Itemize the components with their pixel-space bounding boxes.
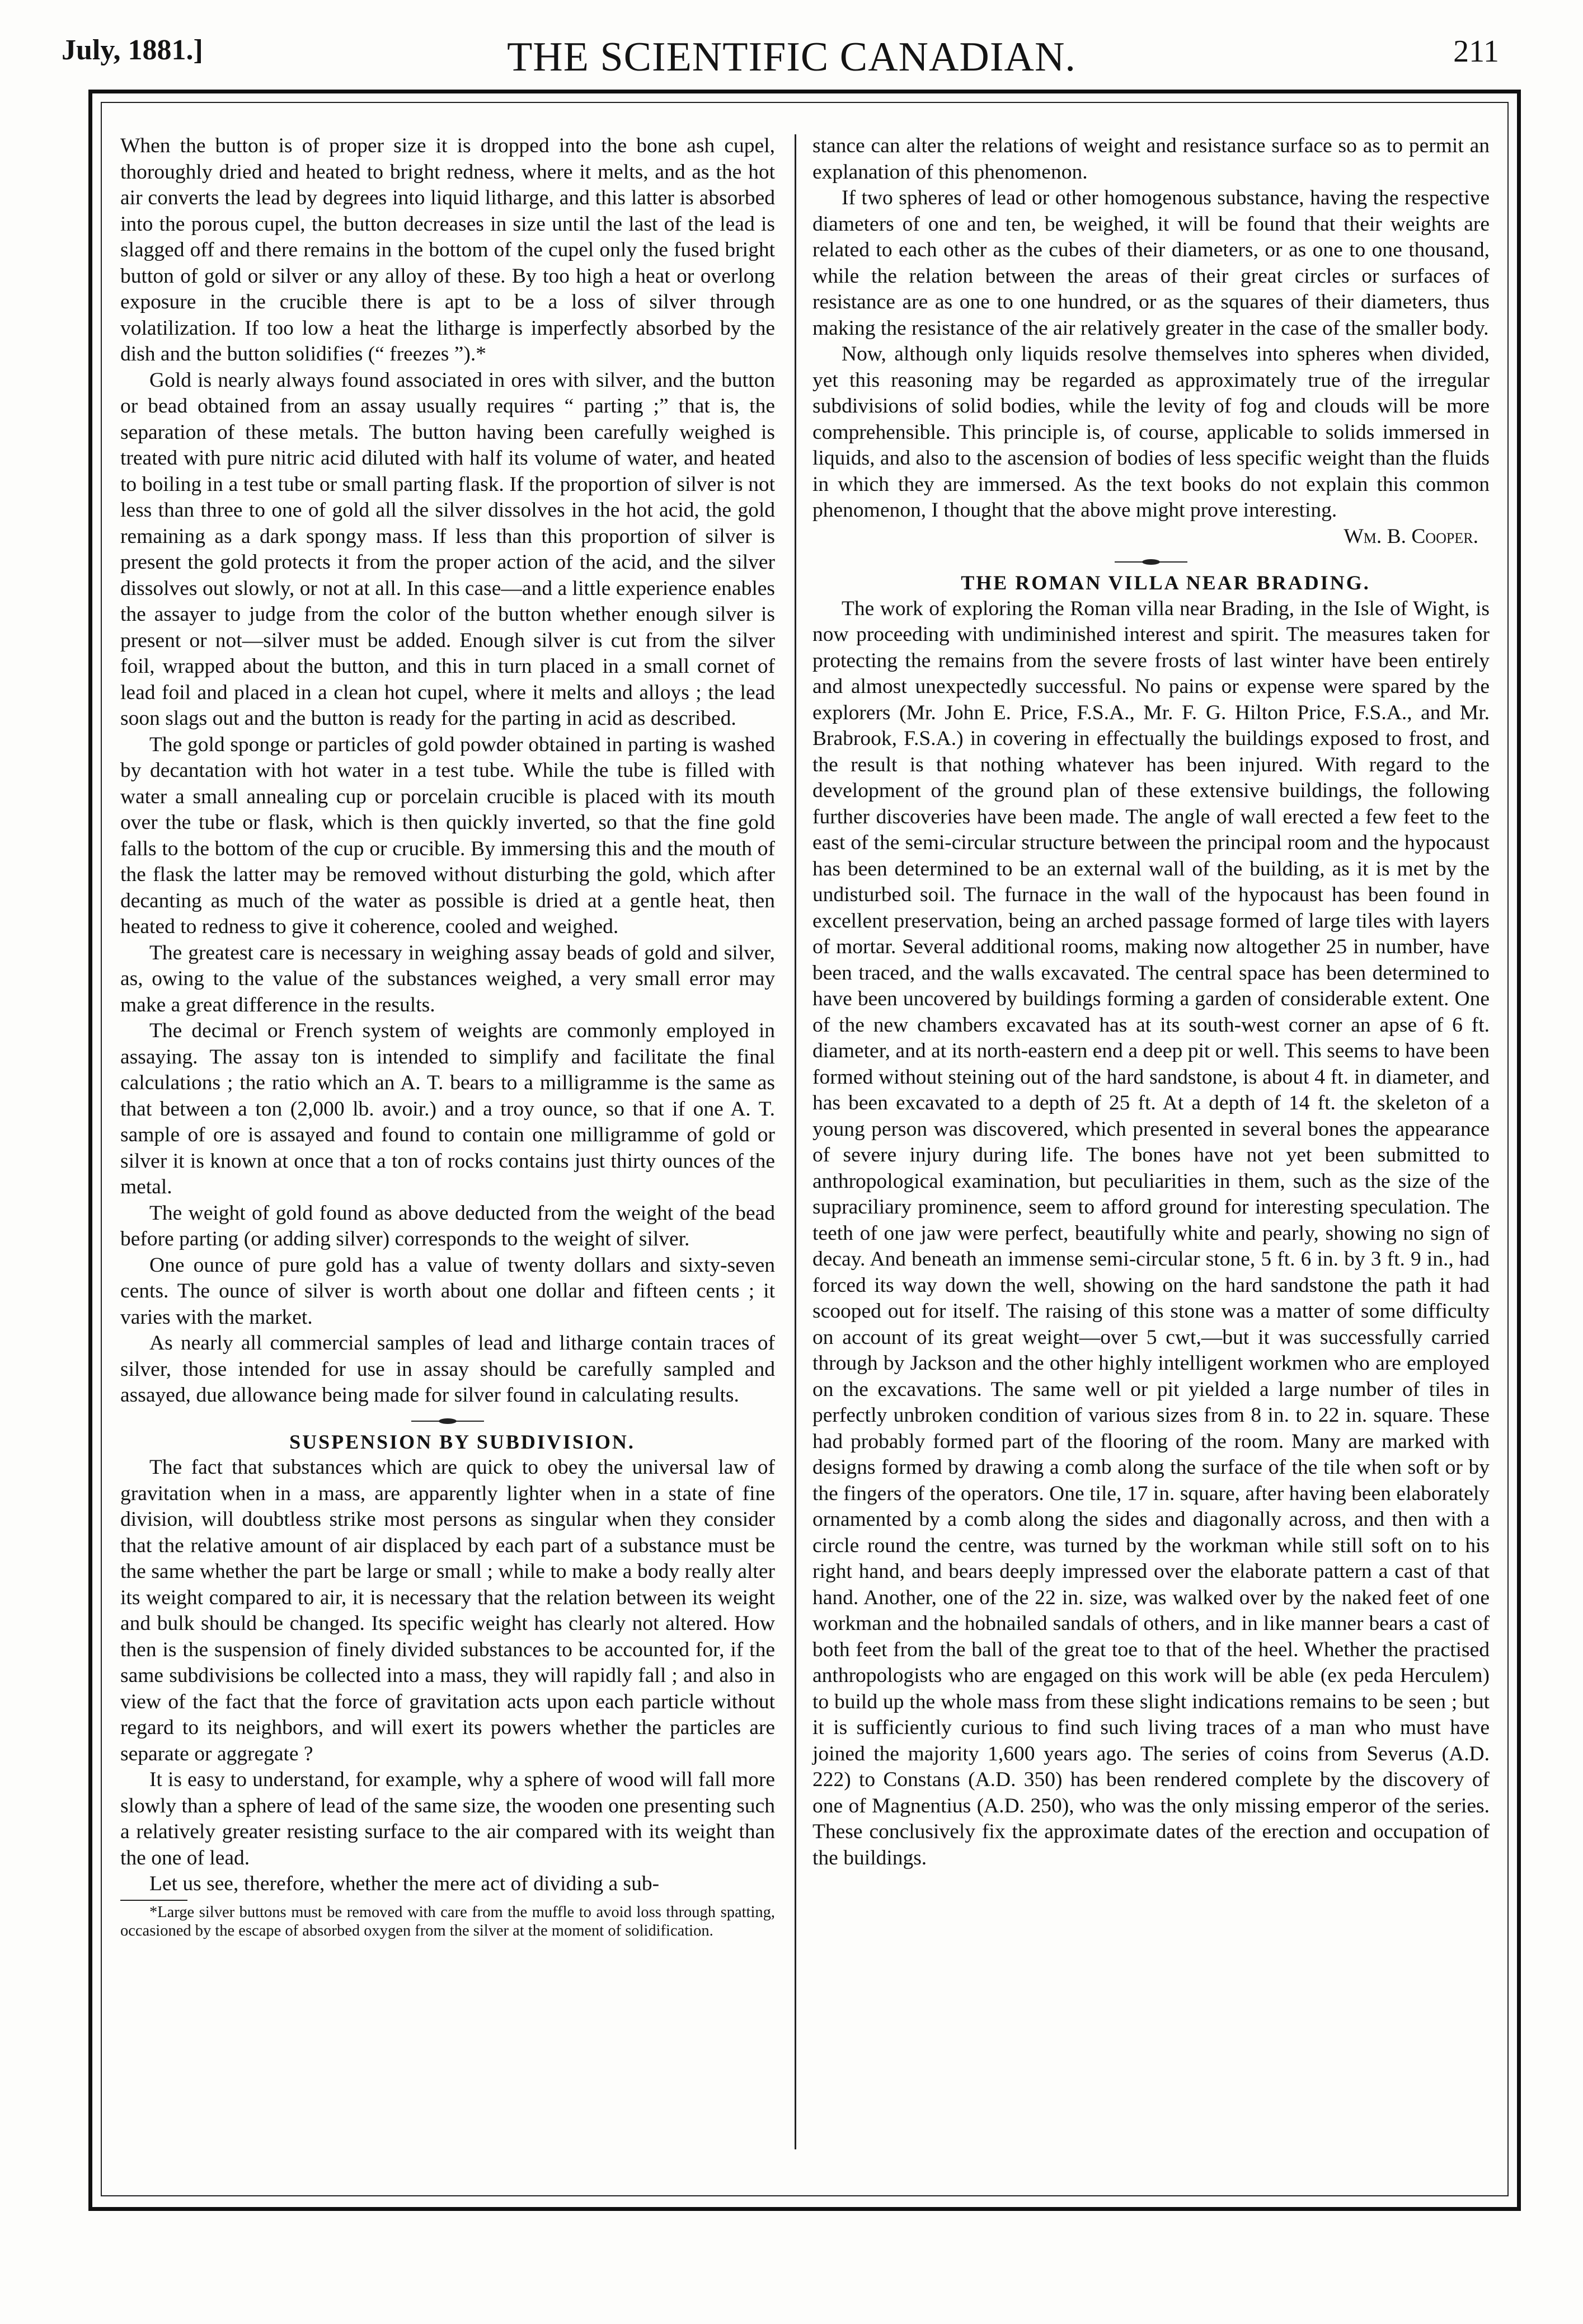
section-heading: SUSPENSION BY SUBDIVISION. (289, 1430, 635, 1453)
page-number: 211 (1453, 34, 1499, 69)
article-paragraph: When the button is of proper size it is dropped into the bone ash cupel, thoroughly dried and heated to bright redness, where it melts, and as the hot air converts the lead by degrees into liquid litharge, and this latter is absorbed into the porous cupel, the button decreases in size until the last of the lead is slagged off and there remains in the bottom of the cupel only the fused bright button of gold or silver or any alloy of these. By too high a heat or overlong exposure in the crucible there is apt to be a loss of silver through volatilization. If too low a heat the litharge is imperfectly absorbed by the dish and the button solidifies (“ freezes ”).* (120, 134, 775, 366)
article-paragraph: Now, although only liquids resolve themselves into spheres when divided, yet this reasoning may be regarded as approximately true of the irregular subdivisions of solid bodies, while the levity of fog and clouds will be more comprehensible. This principle is, of course, applicable to solids immersed in liquids, and also to the ascension of bodies of less specific weight than the fluids in which they are immersed. As the text books do not explain this common phenomenon, I thought that the above might prove interesting. (812, 343, 1490, 522)
article-paragraph: As nearly all commercial samples of lead and litharge contain traces of silver, those intended for use in assay should be carefully sampled and assayed, due allowance being made for silver found in calculating results. (120, 1332, 775, 1407)
right-column (812, 133, 1490, 1871)
article-paragraph: The weight of gold found as above deducted from the weight of the bead before parting (or adding silver) corresponds to the weight of silver. (120, 1201, 775, 1250)
article-paragraph: The gold sponge or particles of gold powder obtained in parting is washed by decantation with hot water in a test tube. While the tube is filled with water a small annealing cup or porcelain crucible is placed with its mouth over the tube or flask, which is then quickly inverted, so that the fine gold falls to the bottom of the cup or crucible. By immersing this and the mouth of the flask the latter may be removed without disturbing the gold, which after decanting as much of the water as possible is dried at a gentle heat, then heated to redness to give it coherence, cooled and weighed. (120, 733, 775, 938)
issue-date: July, 1881.] (62, 34, 203, 66)
article-paragraph: It is easy to understand, for example, why a sphere of wood will fall more slowly than a sphere of lead of the same size, the wooden one presenting such a relatively greater resisting surface to the air compared with its weight than the one of lead. (120, 1768, 775, 1869)
article-paragraph: If two spheres of lead or other homogenous substance, having the respective diameters of one and ten, be weighed, it will be found that their weights are related to each other as the cubes of their diameters, or as one to one thousand, while the relation between the areas of their great circles or surfaces of resistance are as one to one hundred, or as the squares of their diameters, thus making the resistance of the air relatively greater in the case of the smaller body. (812, 186, 1490, 340)
footnote-rule (120, 1900, 187, 1901)
article-paragraph: Let us see, therefore, whether the mere act of dividing a sub- (149, 1872, 660, 1895)
article-paragraph: The fact that substances which are quick to obey the universal law of gravitation when in a mass, are apparently lighter when in a state of fine division, will doubtless strike most persons as singular when they consider that the relative amount of air displaced by each part of a substance must be the same whether the part be large or small ; while to make a body really alter its weight compared to air, it is necessary that the relation between its weight and bulk should be changed. Its specific weight has clearly not altered. How then is the suspension of finely divided substances to be accounted for, if the same subdivisions be collected into a mass, they will rapidly fall ; and also in view of the fact that the force of gravitation acts upon each particle without regard to its neighbors, and will exert its powers whether the particles are separate or aggregate ? (120, 1456, 775, 1765)
article-paragraph: stance can alter the relations of weight and resistance surface so as to permit an explanation of this phenomenon. (812, 134, 1490, 184)
article-paragraph: Gold is nearly always found associated in ores with silver, and the button or bead obtained from an assay usually requires “ parting ;” that is, the separation of these metals. The button having been carefully weighed is treated with pure nitric acid diluted with half its volume of water, and heated to boiling in a test tube or small parting flask. If the proportion of silver is not less than three to one of gold all the silver dissolves in the hot acid, the gold remaining as a dark spongy mass. If less than this proportion of silver is present the gold protects it from the proper action of the acid, and the silver dissolves out slowly, or not at all. In this case—and a little experience enables the assayer to judge from the color of the button whether enough silver is present or not—silver must be added. Enough silver is cut from the silver foil, wrapped about the button, and this in turn placed in a small cornet of lead foil and placed in a clean hot cupel, where it melts and alloys ; the lead soon slags out and the button is ready for the parting in acid as described. (120, 368, 775, 730)
article-paragraph: The decimal or French system of weights are commonly employed in assaying. The assay ton is intended to simplify and facilitate the final calculations ; the ratio which an A. T. bears to a milligramme is the same as that between a ton (2,000 lb. avoir.) and a troy ounce, so that if one A. T. sample of ore is assayed and found to contain one milligramme of gold or silver it is known at once that a ton of rocks contains just thirty ounces of the metal. (120, 1019, 775, 1198)
section-ornament (411, 1418, 484, 1425)
article-paragraph: One ounce of pure gold has a value of twenty dollars and sixty-seven cents. The ounce of silver is worth about one dollar and fifteen cents ; it varies with the market. (120, 1253, 775, 1329)
author-signature: Wm. B. Cooper. (1344, 524, 1478, 548)
article-paragraph: The work of exploring the Roman villa near Brading, in the Isle of Wight, is now proceeding with undiminished interest and spirit. The measures taken for protecting the remains from the severe frosts of last winter have been entirely and almost unexpectedly successful. No pains or expense were spared by the explorers (Mr. John E. Price, F.S.A., Mr. F. G. Hilton Price, F.S.A., and Mr. Brabrook, F.S.A.) in covering in effectually the buildings exposed to frost, and the result is that nothing whatever has been injured. With regard to the development of the ground plan of these extensive buildings, the following further discoveries have been made. The angle of wall erected a few feet to the east of the semi-circular structure between the principal room and the hypocaust has been determined to be an external wall of the building, as it is met by the undisturbed soil. The furnace in the wall of the hypocaust has been found in excellent preservation, being an arched passage formed of large tiles with layers of mortar. Several additional rooms, making now altogether 25 in number, have been traced, and the walls excavated. The central space has been determined to have been uncovered by buildings forming a garden of considerable extent. One of the new chambers excavated has at its south-west corner an apse of 6 ft. diameter, and at its north-eastern end a deep pit or well. This seems to have been formed without steining out of the hard sandstone, is about 4 ft. in diameter, and has been excavated to a depth of 25 ft. At a depth of 14 ft. the skeleton of a young person was discovered, which presented in several bones the appearance of severe injury during life. The bones have not yet been submitted to anthropological examination, but peculiarities in them, such as the size of the supraciliary prominence, seem to afford ground for interesting speculation. The teeth of one jaw were perfect, beautifully white and pearly, showing no sign of decay. And beneath an immense semi-circular stone, 5 ft. 6 in. by 3 ft. 9 in., had forced its way down the well, showing on the hard sandstone the path it had scooped out for itself. The raising of this stone was a matter of some difficulty on account of its great weight—over 5 cwt,—but it was successfully carried through by Jackson and the other highly intelligent workmen who are employed on the excavations. The same well or pit yielded a large number of tiles in perfectly unbroken condition of various sizes from 8 in. to 22 in. square. These had probably formed part of the flooring of the room. Many are marked with designs formed by drawing a comb along the surface of the tile when soft or by the fingers of the operators. One tile, 17 in. square, after having been elaborately ornamented by a comb along the sides and diagonally across, and then with a circle round the centre, was turned by the workman while still soft on to his right hand, and bears deeply impressed over the elaborate pattern a cast of that hand. Another, one of the 22 in. size, was walked over by the naked feet of one workman and the hobnailed sandals of others, and in like manner bears a cast of both feet from the ball of the great toe to that of the heel. Whether the practised anthropologists who are engaged on this work will be able (ex peda Herculem) to build up the whole mass from these slight indications remains to be seen ; but it is sufficiently curious to find such living traces of a man who must have joined the majority 1,600 years ago. The series of coins from Severus (A.D. 222) to Constans (A.D. 350) has been rendered complete by the discovery of one of Magnentius (A.D. 250), who was the only missing emperor of the series. These conclusively fix the approximate dates of the erection and occupation of the buildings. (812, 597, 1490, 1869)
footnote: *Large silver buttons must be removed with care from the muffle to avoid loss through spatting, occasioned by the escape of absorbed oxygen from the silver at the moment of solidification. (120, 1903, 775, 1939)
section-ornament (1115, 559, 1187, 565)
masthead-title: THE SCIENTIFIC CANADIAN. (507, 34, 1076, 80)
section-heading: THE ROMAN VILLA NEAR BRADING. (961, 571, 1370, 594)
left-column (120, 133, 775, 1940)
column-divider (795, 134, 796, 2149)
article-paragraph: The greatest care is necessary in weighing assay beads of gold and silver, as, owing to the value of the substances weighed, a very small error may make a great difference in the results. (120, 941, 775, 1016)
